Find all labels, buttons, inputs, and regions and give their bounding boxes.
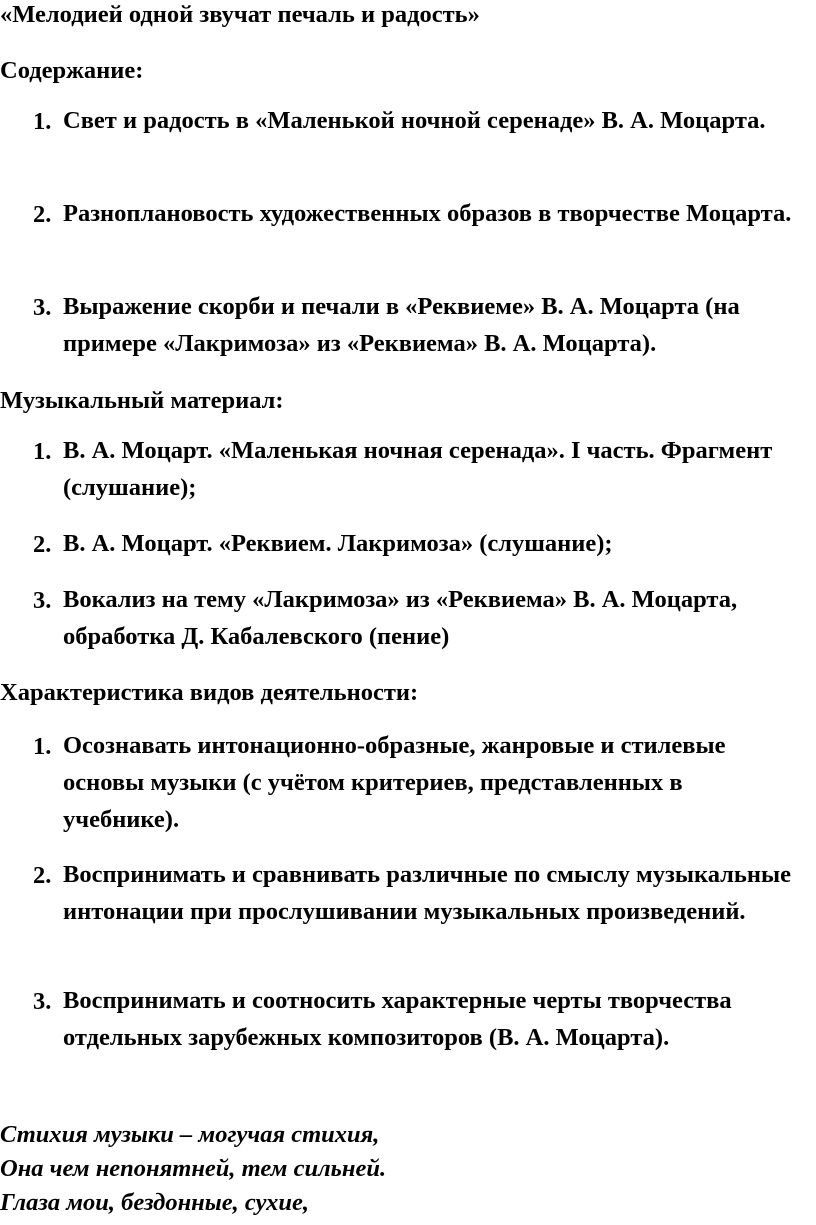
list-item-number: 2. — [33, 531, 52, 558]
poem-line: Она чем непонятней, тем сильней. — [0, 1155, 387, 1182]
section-heading-musical-material: Музыкальный материал: — [0, 387, 284, 414]
list-item-text: Осознавать интонационно-образные, жанровые и стилевые основы музыки (с учётом критериев, представленных в учебнике). — [63, 732, 726, 833]
list-item-number: 2. — [33, 201, 52, 228]
list-item-text: Выражение скорби и печали в «Реквиеме» В. А. Моцарта (на примере «Лакримоза» из «Реквиема» В. А. Моцарта). — [63, 293, 740, 357]
list-item-number: 1. — [33, 108, 52, 135]
poem-line: Стихия музыки – могучая стихия, — [0, 1121, 380, 1148]
list-item-text: В. А. Моцарт. «Реквием. Лакримоза» (слушание); — [63, 530, 613, 557]
list-item-text: Разноплановость художественных образов в творчестве Моцарта. — [63, 200, 792, 227]
list-item-text: Вокализ на тему «Лакримоза» из «Реквиема» В. А. Моцарта, обработка Д. Кабалевского (пение) — [63, 586, 738, 650]
list-item-text: В. А. Моцарт. «Маленькая ночная серенада». I часть. Фрагмент (слушание); — [63, 437, 773, 501]
document-title: «Мелодией одной звучат печаль и радость» — [0, 1, 480, 28]
list-item-number: 3. — [33, 587, 52, 614]
list-item-number: 1. — [33, 733, 52, 760]
list-item-text: Свет и радость в «Маленькой ночной серенаде» В. А. Моцарта. — [63, 107, 766, 134]
poem-line: Глаза мои, бездонные, сухие, — [0, 1189, 310, 1216]
list-item-number: 1. — [33, 438, 52, 465]
list-item-text: Воспринимать и соотносить характерные черты творчества отдельных зарубежных композиторов (В. А. Моцарта). — [63, 987, 732, 1051]
list-item-number: 2. — [33, 862, 52, 889]
section-heading-contents: Содержание: — [0, 57, 144, 84]
list-item-number: 3. — [33, 294, 52, 321]
list-item-text: Воспринимать и сравнивать различные по смыслу музыкальные интонации при прослушивании музыкальных произведений. — [63, 861, 791, 925]
section-heading-activity-characteristics: Характеристика видов деятельности: — [0, 679, 419, 706]
list-item-number: 3. — [33, 988, 52, 1015]
